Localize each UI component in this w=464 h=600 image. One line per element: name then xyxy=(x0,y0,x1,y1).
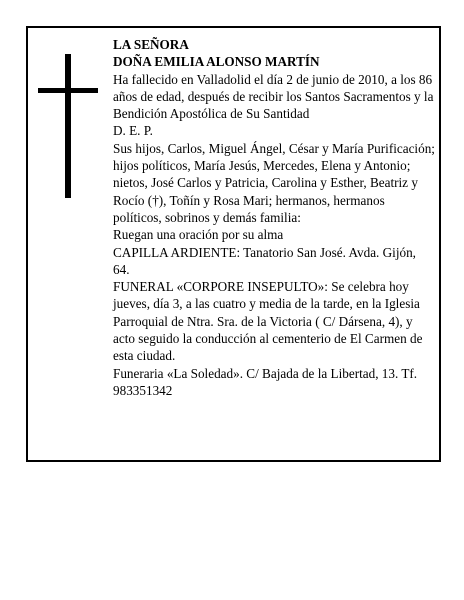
prayer-request: Ruegan una oración por su alma xyxy=(113,227,284,243)
death-info: Ha fallecido en Valladolid el día 2 de junio de 2010, a los 86 años de edad, después de recibir los Santos Sacramentos y la Bendición Apostólica de Su Santidad xyxy=(113,71,434,122)
notice-text xyxy=(113,36,435,399)
cross-horizontal-bar xyxy=(38,88,98,93)
chapel-info: CAPILLA ARDIENTE: Tanatorio San José. Avda. Gijón, 64. xyxy=(113,244,416,277)
notice-title-line1: LA SEÑORA xyxy=(113,37,189,52)
deceased-name: DOÑA EMILIA ALONSO MARTÍN xyxy=(113,54,320,70)
funeral-info: FUNERAL «CORPORE INSEPULTO»: Se celebra hoy jueves, día 3, a las cuatro y media de la tarde, en la Iglesia Parroquial de Ntra. Sra. de la Victoria ( C/ Dársena, 4), y acto seguido la conducción al cementerio de El Carmen de esta ciudad. xyxy=(113,279,423,364)
rip-text: D. E. P. xyxy=(113,123,153,139)
cross-icon xyxy=(38,54,98,198)
cross-vertical-bar xyxy=(65,54,71,198)
funeral-home-info: Funeraria «La Soledad». C/ Bajada de la Libertad, 13. Tf. 983351342 xyxy=(113,365,418,398)
family-list: Sus hijos, Carlos, Miguel Ángel, César y María Purificación; hijos políticos, María Jesús, Mercedes, Elena y Antonio; nietos, José Carlos y Patricia, Carolina y Esther, Beatriz y Rocío (†), Toñín y Rosa Mari; hermanos, hermanos políticos, sobrinos y demás familia: xyxy=(113,140,435,225)
